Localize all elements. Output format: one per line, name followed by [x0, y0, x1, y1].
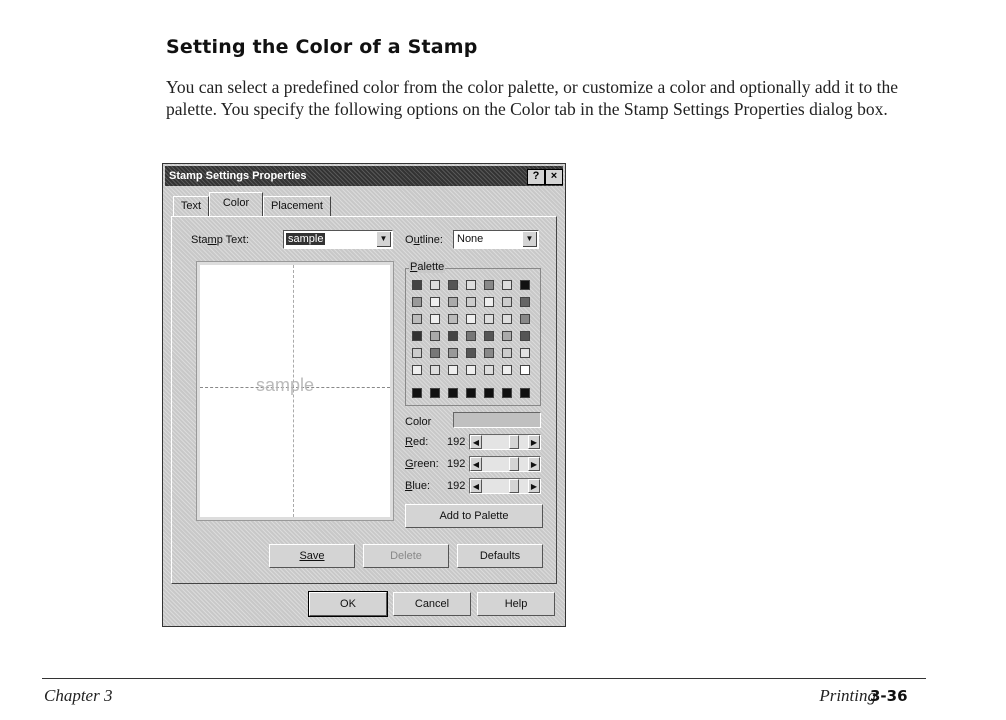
arrow-left-icon[interactable]: ◀	[470, 479, 482, 493]
defaults-button[interactable]: Defaults	[457, 544, 543, 568]
close-icon[interactable]: ×	[545, 169, 563, 185]
palette-swatch[interactable]	[412, 280, 422, 290]
palette-swatch[interactable]	[448, 280, 458, 290]
palette-swatch[interactable]	[448, 314, 458, 324]
save-button[interactable]: Save	[269, 544, 355, 568]
palette-swatch[interactable]	[412, 331, 422, 341]
palette-swatch[interactable]	[502, 388, 512, 398]
palette-swatch[interactable]	[502, 314, 512, 324]
palette-swatch[interactable]	[430, 297, 440, 307]
palette-swatch[interactable]	[502, 331, 512, 341]
stamp-preview	[197, 262, 393, 520]
slider-track[interactable]	[469, 456, 541, 472]
palette-swatch[interactable]	[520, 314, 530, 324]
dialog-titlebar	[165, 166, 563, 186]
palette-swatch[interactable]	[412, 348, 422, 358]
palette-swatch[interactable]	[448, 297, 458, 307]
cancel-button[interactable]: Cancel	[393, 592, 471, 616]
palette-swatch[interactable]	[448, 331, 458, 341]
palette-swatch[interactable]	[412, 314, 422, 324]
slider-thumb[interactable]	[509, 457, 519, 471]
footer-section: Printing	[819, 686, 876, 705]
palette-swatch[interactable]	[484, 348, 494, 358]
preview-stamp-text: sample	[256, 375, 315, 395]
arrow-left-icon[interactable]: ◀	[470, 435, 482, 449]
slider-thumb[interactable]	[509, 435, 519, 449]
stamp-text-combo[interactable]	[283, 230, 393, 249]
palette-swatch[interactable]	[466, 331, 476, 341]
chevron-down-icon[interactable]: ▼	[377, 232, 391, 247]
footer-chapter: Chapter 3	[44, 686, 113, 705]
palette-swatch[interactable]	[466, 348, 476, 358]
outline-combo[interactable]	[453, 230, 539, 249]
palette-swatch[interactable]	[502, 297, 512, 307]
dialog-title: Stamp Settings Properties	[169, 170, 307, 182]
palette-swatch[interactable]	[412, 388, 422, 398]
slider-label: Red:	[405, 436, 429, 448]
palette-swatch[interactable]	[520, 331, 530, 341]
palette-swatch[interactable]	[412, 297, 422, 307]
palette-swatch[interactable]	[466, 280, 476, 290]
add-to-palette-button[interactable]: Add to Palette	[405, 504, 543, 528]
palette-swatch[interactable]	[502, 280, 512, 290]
arrow-right-icon[interactable]: ▶	[528, 457, 540, 471]
stamp-settings-dialog	[162, 163, 566, 627]
palette-swatch[interactable]	[466, 314, 476, 324]
footer-rule	[42, 678, 926, 679]
slider-label: Blue:	[405, 480, 431, 492]
palette-swatch[interactable]	[448, 365, 458, 375]
slider-value: 192	[447, 458, 466, 470]
outline-value: None	[457, 233, 484, 245]
outline-label: Outline:	[405, 234, 443, 246]
palette-label: Palette	[410, 261, 445, 273]
help-title-button[interactable]: ?	[527, 169, 545, 185]
palette-swatch[interactable]	[502, 365, 512, 375]
palette-swatch[interactable]	[466, 388, 476, 398]
arrow-right-icon[interactable]: ▶	[528, 479, 540, 493]
palette-swatch[interactable]	[466, 365, 476, 375]
palette-swatch[interactable]	[520, 297, 530, 307]
palette-swatch[interactable]	[502, 348, 512, 358]
section-heading: Setting the Color of a Stamp	[166, 36, 478, 58]
ok-button[interactable]: OK	[309, 592, 387, 616]
palette-swatch[interactable]	[484, 388, 494, 398]
tab-text[interactable]: Text	[173, 196, 209, 216]
slider-thumb[interactable]	[509, 479, 519, 493]
palette-swatch[interactable]	[430, 331, 440, 341]
slider-value: 192	[447, 436, 466, 448]
palette-swatch[interactable]	[430, 314, 440, 324]
palette-swatch[interactable]	[484, 297, 494, 307]
palette-swatch[interactable]	[430, 388, 440, 398]
slider-track[interactable]	[469, 434, 541, 450]
palette-swatch[interactable]	[484, 365, 494, 375]
slider-track[interactable]	[469, 478, 541, 494]
page-number: 3-36	[870, 687, 908, 705]
palette-swatch[interactable]	[430, 280, 440, 290]
color-sample	[453, 412, 541, 428]
palette-swatch[interactable]	[484, 314, 494, 324]
palette-swatch[interactable]	[430, 348, 440, 358]
palette-swatch[interactable]	[484, 280, 494, 290]
palette-swatch[interactable]	[520, 348, 530, 358]
slider-label: Green:	[405, 458, 439, 470]
palette-swatch[interactable]	[520, 280, 530, 290]
arrow-left-icon[interactable]: ◀	[470, 457, 482, 471]
stamp-text-value: sample	[288, 233, 324, 245]
tab-placement[interactable]: Placement	[263, 196, 331, 216]
palette-swatch[interactable]	[466, 297, 476, 307]
palette-swatch[interactable]	[448, 348, 458, 358]
palette-swatch[interactable]	[520, 388, 530, 398]
palette-swatch[interactable]	[448, 388, 458, 398]
palette-swatch[interactable]	[520, 365, 530, 375]
slider-value: 192	[447, 480, 466, 492]
stamp-text-label: Stamp Text:	[191, 234, 249, 246]
section-paragraph: You can select a predefined color from the color palette, or customize a color and optionally add it to the palette. You specify the following options on the Color tab in the Stamp Settings Properties dialog box.	[166, 77, 899, 119]
tab-color[interactable]: Color	[209, 192, 263, 216]
palette-swatch[interactable]	[412, 365, 422, 375]
color-label: Color	[405, 416, 432, 428]
palette-swatch[interactable]	[430, 365, 440, 375]
help-button[interactable]: Help	[477, 592, 555, 616]
delete-button[interactable]: Delete	[363, 544, 449, 568]
arrow-right-icon[interactable]: ▶	[528, 435, 540, 449]
chevron-down-icon[interactable]: ▼	[523, 232, 537, 247]
palette-swatch[interactable]	[484, 331, 494, 341]
